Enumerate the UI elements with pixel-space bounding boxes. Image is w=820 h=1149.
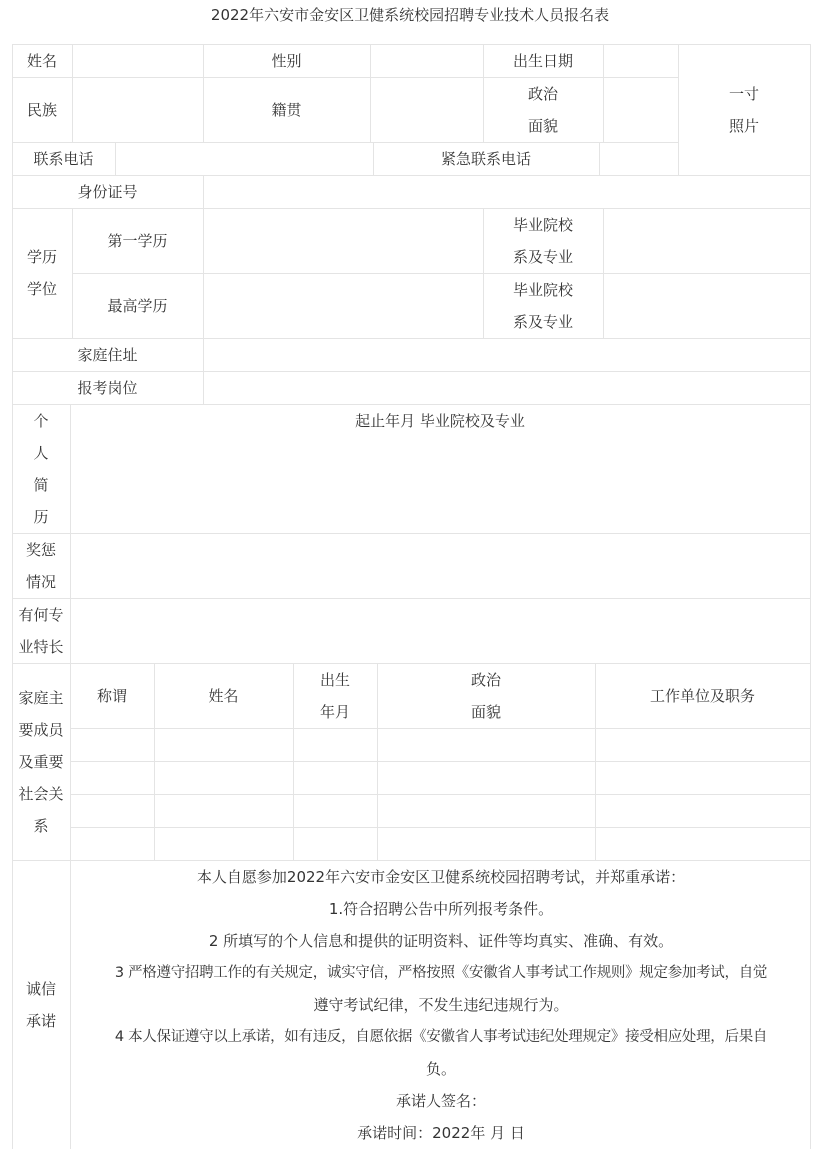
- resume-char: 人: [33, 443, 49, 462]
- label-skills: [12, 598, 70, 663]
- political-label-line1: 政治: [527, 84, 558, 103]
- pledge-item-3: 3 严格遵守招聘工作的有关规定，诚实守信，严格按照《安徽省人事考试工作规则》规定参加考试，自觉: [114, 965, 768, 981]
- awards-label-line2: 情况: [25, 572, 56, 591]
- label-name: 姓名: [26, 51, 57, 70]
- label-native-place: 籍贯: [271, 100, 302, 119]
- resume-char: 历: [33, 507, 49, 526]
- family-birth-line2: 年月: [319, 702, 350, 721]
- awards-field[interactable]: [70, 533, 810, 598]
- resume-char: 个: [33, 411, 49, 430]
- school-label-line1: 毕业院校: [512, 280, 573, 299]
- name-field[interactable]: [72, 44, 203, 77]
- label-first-education: 第一学历: [107, 231, 168, 250]
- political-label-line2: 面貌: [527, 116, 558, 135]
- label-contact-phone: 联系电话: [33, 149, 94, 168]
- skills-field[interactable]: [70, 598, 810, 663]
- school-label-line2: 系及专业: [512, 247, 573, 266]
- family-header-political: [377, 663, 595, 728]
- family-header-birth: [293, 663, 377, 728]
- education-label-line2: 学位: [26, 280, 57, 298]
- emergency-phone-field[interactable]: [599, 142, 678, 175]
- label-highest-education: 最高学历: [107, 296, 168, 315]
- pledge-item-4: 4 本人保证遵守以上承诺，如有违反，自愿依据《安徽省人事考试违纪处理规定》接受相应处理，后果自: [114, 1029, 768, 1045]
- family-header-name: 姓名: [208, 686, 239, 705]
- pledge-intro: 本人自愿参加2022年六安市金安区卫健系统校园招聘考试，并郑重承诺：: [196, 868, 686, 886]
- label-education-degree: [12, 208, 72, 338]
- label-first-school: [483, 208, 603, 273]
- awards-label-line1: 奖惩: [25, 540, 56, 559]
- school-label-line1: 毕业院校: [512, 215, 573, 234]
- family-char: 及重要: [18, 752, 64, 771]
- id-number-field[interactable]: [203, 175, 810, 208]
- ethnicity-field[interactable]: [72, 77, 203, 142]
- label-emergency-phone: 紧急联系电话: [440, 149, 531, 168]
- family-char: 系: [33, 816, 49, 835]
- skills-label-line1: 有何专: [18, 605, 64, 624]
- pledge-item-1: 1.符合招聘公告中所列报考条件。: [328, 900, 554, 918]
- pledge-time[interactable]: 承诺时间：2022年 月 日: [357, 1124, 525, 1142]
- label-ethnicity: 民族: [26, 100, 57, 119]
- political-status-field[interactable]: [603, 77, 678, 142]
- label-birth-date: 出生日期: [512, 51, 573, 70]
- address-field[interactable]: [203, 338, 810, 371]
- pledge-signature[interactable]: 承诺人签名：: [395, 1092, 486, 1110]
- pledge-label-line2: 承诺: [25, 1011, 56, 1030]
- native-place-field[interactable]: [370, 77, 483, 142]
- family-row[interactable]: [70, 761, 810, 794]
- label-awards: [12, 533, 70, 598]
- grid-line: [810, 44, 811, 1149]
- resume-field[interactable]: [70, 404, 810, 533]
- first-school-field[interactable]: [603, 208, 810, 273]
- family-char: 家庭主: [18, 688, 64, 707]
- pledge-label-line1: 诚信: [25, 979, 56, 998]
- resume-char: 简: [33, 475, 49, 494]
- family-political-line1: 政治: [470, 670, 501, 689]
- highest-school-field[interactable]: [603, 273, 810, 338]
- label-highest-school: [483, 273, 603, 338]
- pledge-item-3-cont: 遵守考试纪律，不发生违纪违规行为。: [313, 996, 569, 1014]
- photo-label-line1: 一寸: [728, 84, 759, 103]
- skills-label-line2: 业特长: [18, 637, 64, 656]
- label-address: 家庭住址: [77, 345, 138, 364]
- family-row[interactable]: [70, 794, 810, 827]
- first-education-field[interactable]: [203, 208, 483, 273]
- photo-box[interactable]: [678, 77, 810, 142]
- gender-field[interactable]: [370, 44, 483, 77]
- pledge-item-2: 2 所填写的个人信息和提供的证明资料、证件等均真实、准确、有效。: [208, 932, 674, 950]
- label-political-status: [483, 77, 603, 142]
- family-row[interactable]: [70, 827, 810, 860]
- form-title: 2022年六安市金安区卫健系统校园招聘专业技术人员报名表: [210, 6, 610, 24]
- photo-label-line2: 照片: [728, 116, 759, 135]
- label-resume: [12, 404, 70, 533]
- family-header-work: 工作单位及职务: [649, 686, 755, 705]
- family-row[interactable]: [70, 728, 810, 761]
- family-birth-line1: 出生: [319, 670, 350, 689]
- label-position: 报考岗位: [77, 378, 138, 397]
- family-char: 要成员: [18, 720, 64, 739]
- contact-phone-field[interactable]: [115, 142, 373, 175]
- label-family-members: [12, 663, 70, 860]
- label-pledge: [12, 860, 70, 1149]
- pledge-item-4-cont: 负。: [425, 1060, 456, 1078]
- label-id-number: 身份证号: [77, 182, 138, 201]
- school-label-line2: 系及专业: [512, 312, 573, 331]
- family-char: 社会关: [18, 784, 64, 803]
- resume-header: 起止年月 毕业院校及专业: [355, 412, 525, 430]
- birth-date-field[interactable]: [603, 44, 678, 77]
- label-gender: 性别: [271, 51, 302, 70]
- family-political-line2: 面貌: [470, 702, 501, 721]
- family-header-relation: 称谓: [96, 686, 127, 705]
- education-label-line1: 学历: [26, 248, 57, 266]
- position-field[interactable]: [203, 371, 810, 404]
- highest-education-field[interactable]: [203, 273, 483, 338]
